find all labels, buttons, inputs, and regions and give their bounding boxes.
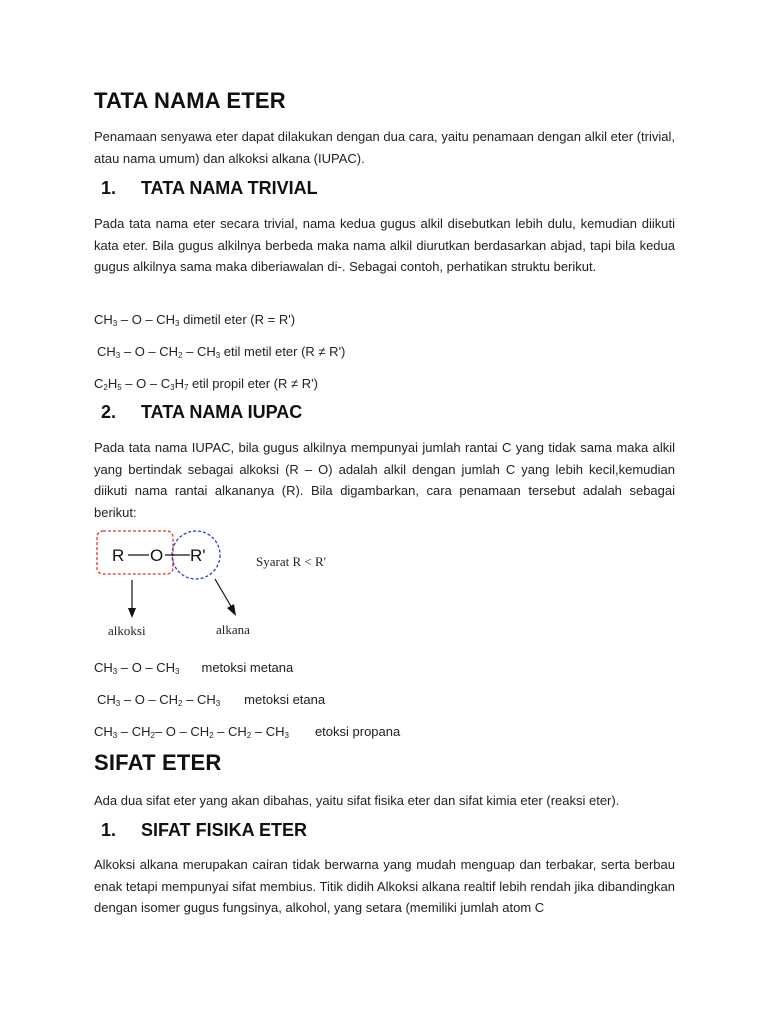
condition-text: Syarat R < R': [256, 554, 326, 569]
section-number: 2.: [101, 402, 117, 422]
example-name: etil propil eter (R ≠ R'): [192, 376, 318, 391]
heading-sifat-fisika-eter: [101, 820, 307, 841]
heading-tata-nama-iupac: [101, 402, 302, 423]
iupac-example-3: $CH_3 - CH_2-$ O – $CH_2 - CH_2 - CH_3$ etoksi propana: [94, 724, 401, 740]
intro-paragraph: Penamaan senyawa eter dapat dilakukan dengan dua cara, yaitu penamaan dengan alkil eter (trivial, atau nama umum) dan alkoksi alkana (IUPAC).: [94, 129, 675, 166]
section-number: 1.: [101, 178, 117, 198]
section-title: TATA NAMA IUPAC: [141, 402, 303, 422]
trivial-paragraph: Pada tata nama eter secara trivial, nama kedua gugus alkil disebutkan lebih dulu, kemudian diikuti kata eter. Bila gugus alkilnya berbeda maka nama alkil diurutkan berdasarkan abjad, tapi bila kedua gugus alkilnya sama maka diberiawalan di-. Sebagai contoh, perhatikan struktu berikut.: [94, 216, 675, 274]
heading-tata-nama-trivial: [101, 178, 318, 199]
section-title: SIFAT FISIKA ETER: [141, 820, 308, 840]
label-alkoksi: alkoksi: [108, 623, 146, 638]
iupac-example-1: $CH_3$ – O – $CH_3$ metoksi metana: [94, 660, 294, 676]
trivial-example-2: $CH_3$ – O – $CH_2 - CH_3$ etil metil eter (R ≠ R'): [97, 344, 346, 360]
trivial-example-1: $CH_3$ – O – $CH_3$ dimetil eter (R = R'): [94, 312, 296, 328]
sifat-fisika-paragraph: Alkoksi alkana merupakan cairan tidak berwarna yang mudah menguap dan terbakar, serta berbau enak tetapi mempunyai sifat membius. Titik didih Alkoksi alkana realtif lebih rendah jika dibandingkan dengan isomer gugus fungsinya, alkohol, yang setara (memiliki jumlah atom C: [94, 857, 675, 915]
sifat-intro-paragraph: Ada dua sifat eter yang akan dibahas, yaitu sifat fisika eter dan sifat kimia eter (reaksi eter).: [94, 793, 620, 808]
iupac-paragraph: Pada tata nama IUPAC, bila gugus alkilnya mempunyai jumlah rantai C yang tidak sama maka alkil yang bertindak sebagai alkoksi (R – O) adalah alkil dengan jumlah C yang lebih kecil,kemudian diikuti nama rantai alkananya (R). Bila digambarkan, cara penamaan tersebut adalah sebagai berikut:: [94, 440, 675, 520]
arrow-alkana: [215, 579, 232, 608]
formula-o: O: [150, 546, 164, 565]
heading-tata-nama-eter: TATA NAMA ETER: [94, 88, 286, 113]
example-name: etil metil eter (R ≠ R'): [223, 344, 346, 359]
heading-sifat-eter: SIFAT ETER: [94, 750, 222, 775]
example-name: metoksi etana: [244, 692, 326, 707]
section-number: 1.: [101, 820, 117, 840]
alkoksi-alkana-diagram: [94, 528, 354, 643]
example-name: metoksi metana: [201, 660, 294, 675]
iupac-example-2: $CH_3$ – O – $CH_2 - CH_3$ metoksi etana: [97, 692, 326, 708]
label-alkana: alkana: [216, 622, 250, 637]
example-name: etoksi propana: [314, 724, 401, 739]
trivial-example-3: $C_2H_5$ – O – $C_3H_7$ etil propil eter (R ≠ R'): [94, 376, 318, 392]
formula-r: R: [112, 546, 125, 565]
arrowhead-alkana: [227, 604, 236, 616]
example-name: dimetil eter (R = R'): [183, 312, 296, 327]
arrowhead-alkoksi: [128, 608, 136, 618]
section-title: TATA NAMA TRIVIAL: [141, 178, 318, 198]
formula-r-prime: R': [190, 546, 206, 565]
